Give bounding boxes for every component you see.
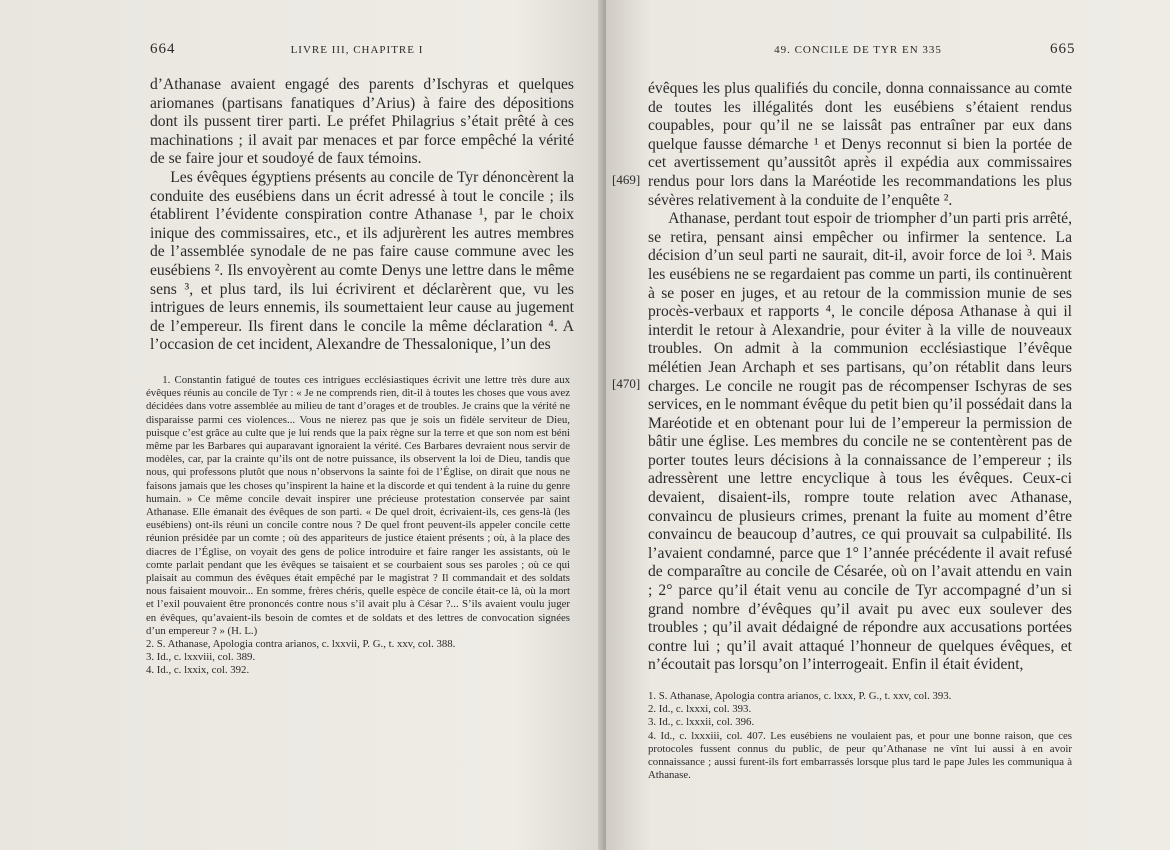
right-body-text <box>648 80 1072 675</box>
right-footnote-3: 3. Id., c. lxxxii, col. 396. <box>648 716 755 729</box>
left-body-text <box>150 76 574 355</box>
left-paragraph-1: d’Athanase avaient engagé des parents d’Ischyras et quelques ariomanes (partisans fanatiques d’Arius) à faire des dépositions dont ils pussent tirer parti. Le préfet Philagrius s’était prêté à ces machinations ; il avait par menaces et par force empêché la vérité de se faire jour et soudoyé de faux témoins. <box>150 76 574 168</box>
right-paragraph-2: Athanase, perdant tout espoir de triompher d’un parti pris arrêté, se retira, pensant ainsi empêcher ou infirmer la sentence. La décision d’un seul parti ne saurait, dit-il, avoir force de loi ³. Mais les eusébiens ne se regardaient pas comme un parti, ils continuèrent à se poser en juges, et au retour de la commission munie de ses procès-verbaux et rapports ⁴, le concile déposa Athanase à qui il interdit le retour à Alexandrie, pour éviter à la ville de nouveaux troubles. On admit à la communion ecclésiastique l’évêque mélétien Jean Archaph et ses partisans, qu’on rétablit dans leurs charges. Le concile ne rougit pas de récompenser Ischyras de ses services, en le nommant évêque du petit bien qu’il possédait dans la Maréotide et en obtenant pour lui de l’empereur la permission de bâtir une église. Les membres du concile ne se contentèrent pas de porter toutes leurs décisions à la connaissance de l’empereur ; ils adressèrent une lettre encyclique à tous les évêques. Ceux-ci devaient, disaient-ils, rompre toute relation avec Athanase, convaincu de plusieurs crimes, prenant la fuite au moment d’être convaincu de beaucoup d’autres, ce qui prouvait sa culpabilité. Ils l’avaient condamné, parce que 1° l’année précédente il avait refusé de comparaître au concile de Césarée, où on l’avait attendu en vain ; 2° parce qu’il était venu au concile de Tyr accompagné d’un si grand nombre d’évêques qu’il avait pu avec eux soulever des troubles ; qu’il avait dédaigné de répondre aux accusations portées contre lui ; qu’il avait attaqué l’honneur de quelques évêques, et n’écoutait pas lorsqu’on l’interrogeait. Enfin il était évident, <box>648 210 1072 674</box>
left-footnote-3: 3. Id., c. lxxviii, col. 389. <box>146 651 256 664</box>
right-paragraph-1: évêques les plus qualifiés du concile, donna connaissance au comte de toutes les illégalités dont les eusébiens s’étaient rendus coupables, pour qu’il ne se laissât pas entraîner par eux dans quelque fausse démarche ¹ et Denys reconnut si bien la portée de cet avertissement qu’aussitôt après il expédia aux commissaires rendus pour lors dans la Maréotide les recommandations les plus sévères relativement à la conduite de l’enquête ². <box>648 80 1072 209</box>
left-page-header <box>0 41 604 66</box>
left-page-number: 664 <box>150 41 176 57</box>
margin-ref-470: [ 470] <box>612 376 640 392</box>
margin-ref-469: [ 469] <box>612 172 640 188</box>
left-paragraph-2: Les évêques égyptiens présents au concile de Tyr dénoncèrent la conduite des eusébiens dans un écrit adressé à tout le concile ; ils établirent l’évidente conspiration contre Athanase ¹, par le choix inique des commissaires, etc., et ils adjurèrent les autres membres de l’assemblée synodale de ne pas faire cause commune avec les eusébiens ². Ils envoyèrent au comte Denys une lettre dans le même sens ³, et plus tard, ils lui écrivirent et déclarèrent que, vu les intrigues de leurs ennemis, ils soumettaient leur cause au jugement de l’empereur. Ils firent dans le concile la même déclaration ⁴. A l’occasion de cet incident, Alexandre de Thessalonique, l’un des <box>150 168 574 354</box>
right-footnotes <box>648 690 1072 782</box>
left-footnote-4: 4. Id., c. lxxix, col. 392. <box>146 664 250 677</box>
right-page-number: 665 <box>1050 41 1076 57</box>
left-footnotes <box>146 374 570 678</box>
left-footnote-1: 1. Constantin fatigué de toutes ces intrigues ecclésiastiques écrivit une lettre très dure aux évêques réunis au concile de Tyr : « Je ne comprends rien, dit-il à toutes les choses que vous avez décidées dans votre assemblée au milieu de tant d’orages et de troubles. Je crains que la vérité ne disparaisse parmi ces violences... Vous ne nierez pas que je sois un fidèle serviteur de Dieu, puisque c’est grâce au culte que je lui rends que la paix règne sur la terre et que son nom est béni même par les Barbares qui auparavant ignoraient la vérité. Ces Barbares devraient nous servir de modèles, car, par la crainte qu’ils ont de notre puissance, ils observent la loi de Dieu, tandis que nous, qui professons plutôt que nous n’observons la sainte foi de l’Église, on dirait que nous ne faisons jamais que les choses qu’inspirent la haine et la discorde et qui tendent à la ruine du genre humain. » Ce même concile devait inspirer une précieuse protestation conservée par saint Athanase. Elle émanait des évêques de son parti. « De quel droit, écrivaient-ils, ces gens-là (les eusébiens) ont-ils réuni un concile contre nous ? De quel front peuvent-ils appeler concile cette réunion présidée par un comte ; où des appariteurs de justice étaient présents ; où, à la place des diacres de l’Église, on voyait des gens de police introduire et faire ranger les assistants, où le comte parlait pendant que les évêques se taisaient et se courbaient sous ses paroles ; où ce qui plaisait au commun des évêques était empêché par le magistrat ? Il commandait et des soldats nous faisaient mouvoir... En somme, frères chéris, quelle espèce de concile était-ce là, où la mort et l’exil pouvaient être prononcés contre nous s’il avait plu à César ?... S’ils avaient voulu juger en évêques, qu’avaient-ils besoin de comtes et de soldats et des lettres de convocation signées d’un empereur ? » (H. L.) <box>146 374 570 637</box>
left-running-head: LIVRE III, CHAPITRE I <box>290 44 424 56</box>
right-footnote-1: 1. S. Athanase, Apologia contra arianos, c. lxxx, P. G., t. xxv, col. 393. <box>648 690 952 702</box>
right-footnote-2: 2. Id., c. lxxxi, col. 393. <box>648 703 752 716</box>
right-running-head: 49. CONCILE DE TYR EN 335 <box>774 44 942 56</box>
left-footnote-2: 2. S. Athanase, Apologia contra arianos, c. lxxvii, P. G., t. xxv, col. 388. <box>146 638 456 651</box>
right-page-header <box>606 41 1170 66</box>
right-page <box>606 0 1170 850</box>
right-footnote-4: 4. Id., c. lxxxiii, col. 407. Les eusébiens ne voulaient pas, et pour une bonne raison, que ces protocoles fussent connus du public, de peur qu’Athanase ne vînt lui aussi à en avoir connaissance ; aussi furent-ils fort embarrassés lorsque plus tard le pape Jules les communiqua à Athanase. <box>648 729 1072 782</box>
